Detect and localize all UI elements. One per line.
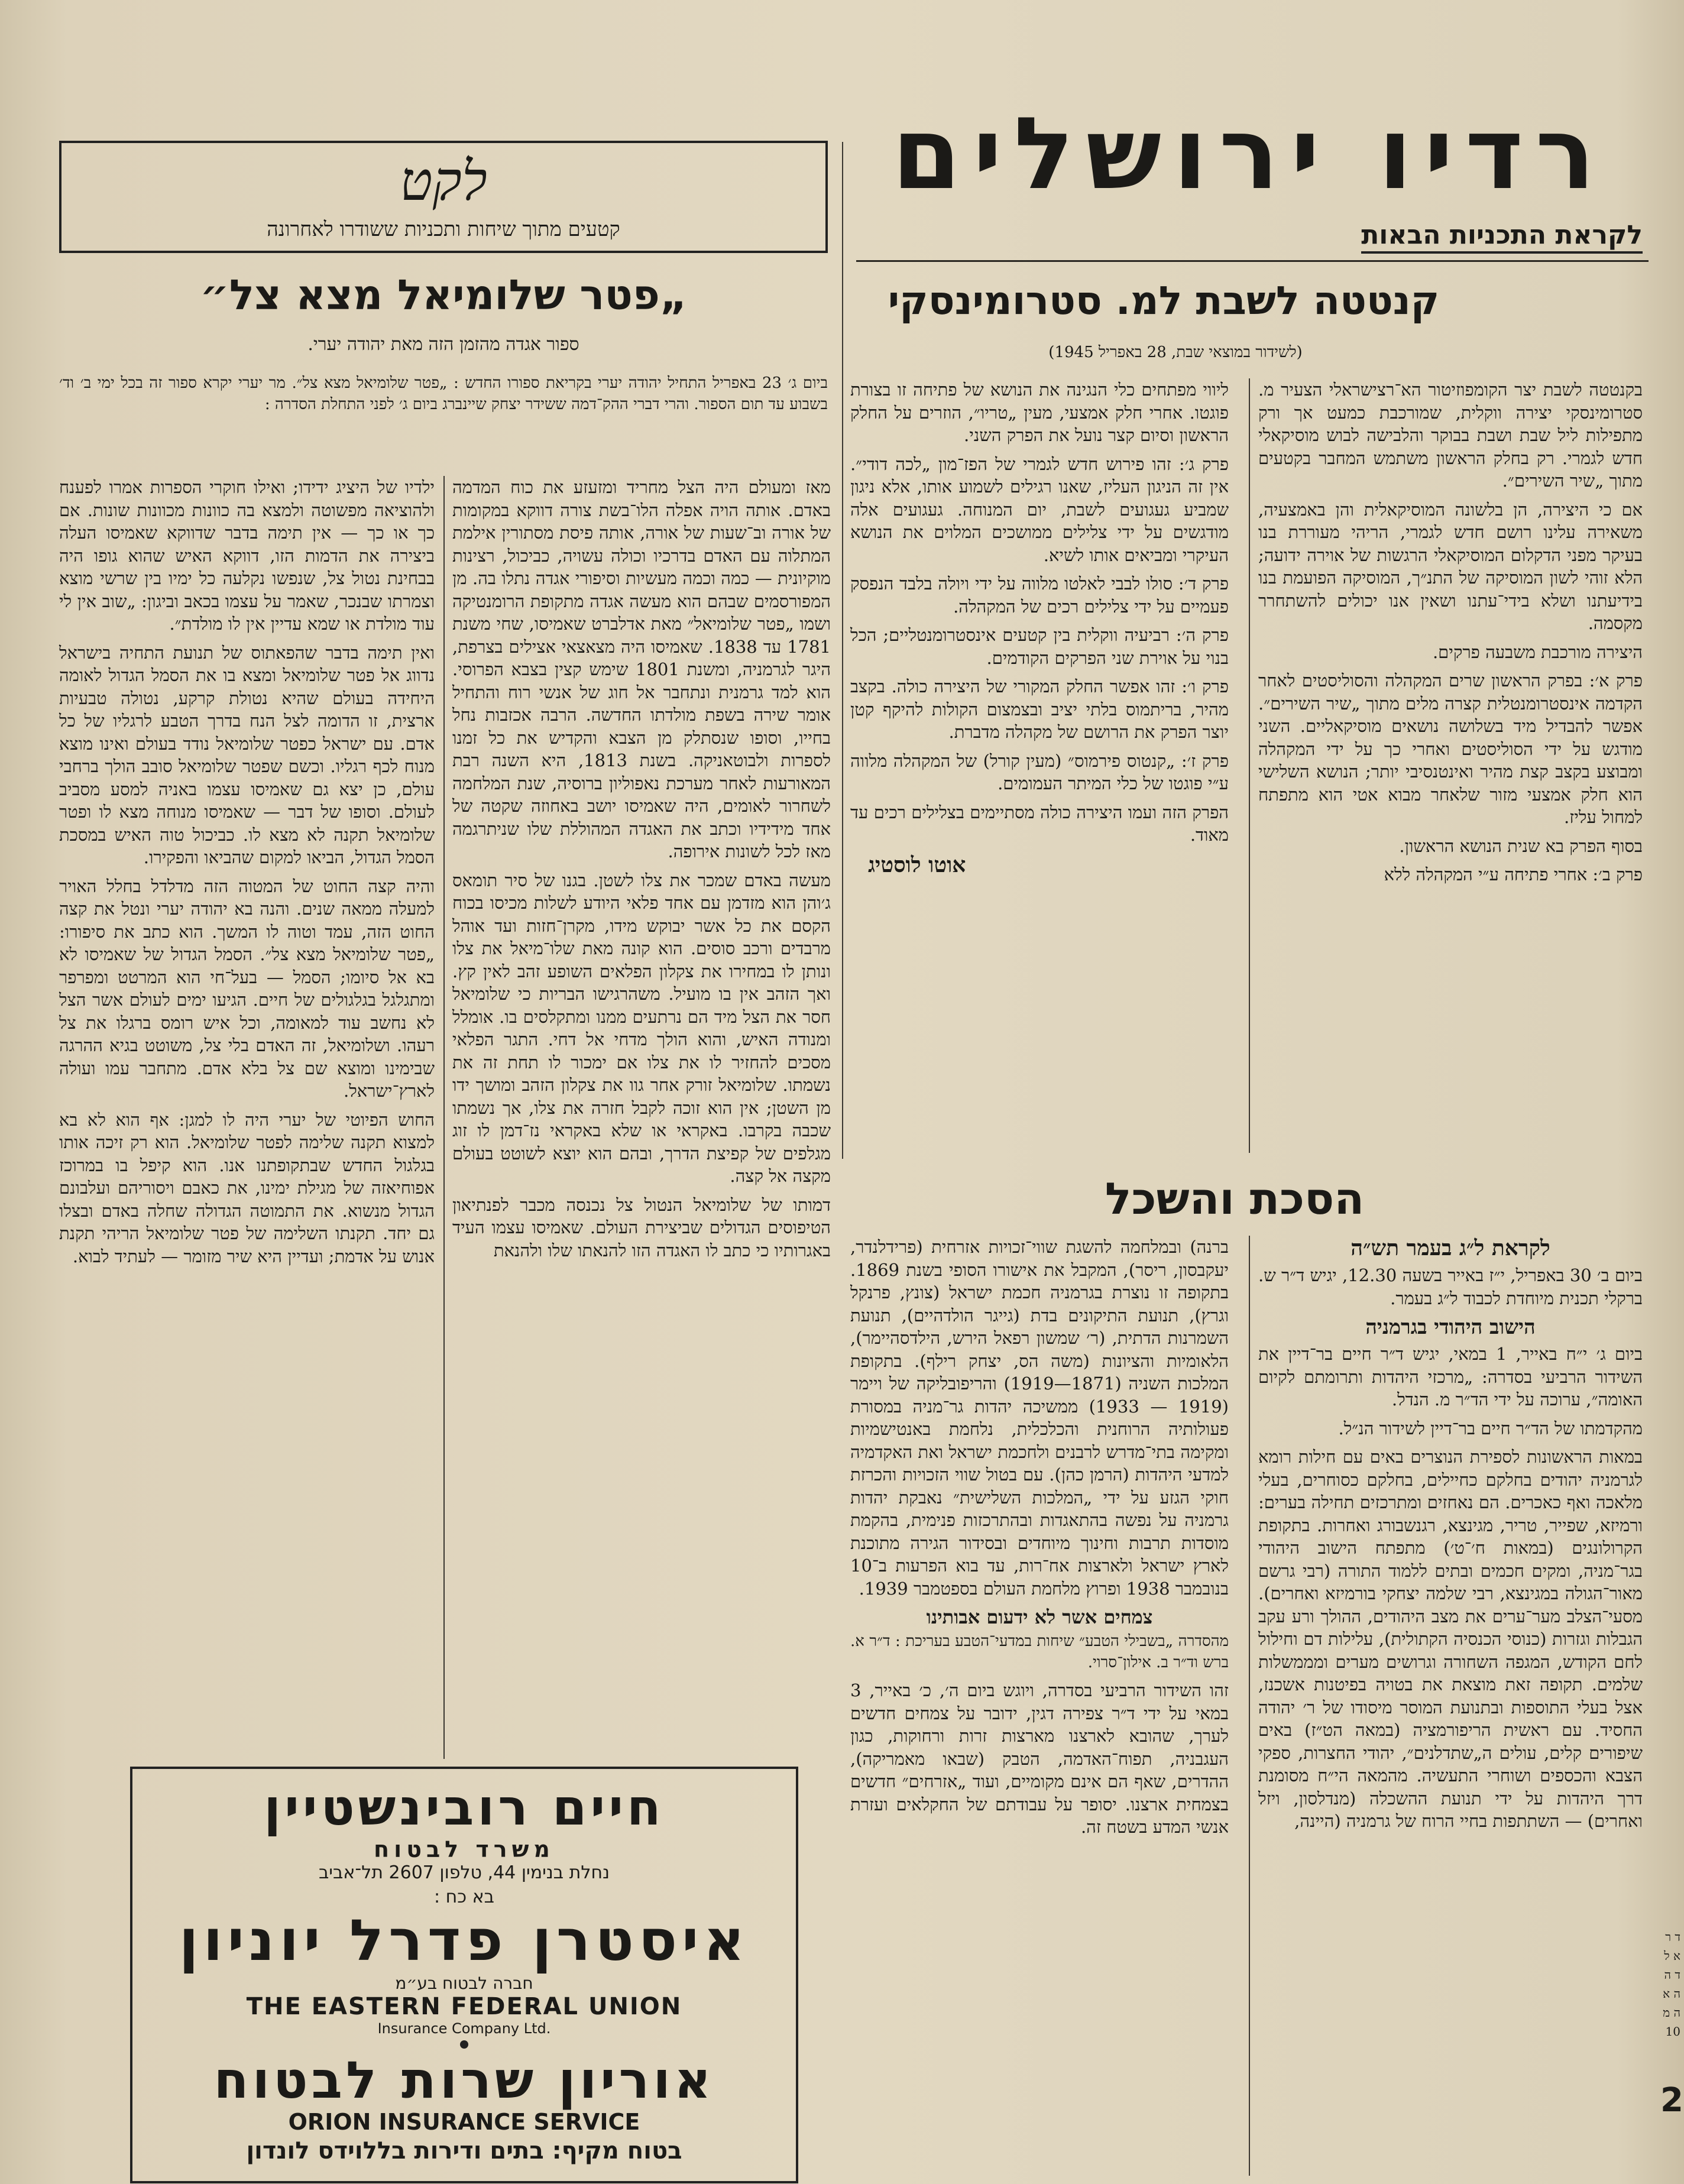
masthead-title: רדיו ירושלים (892, 96, 1607, 212)
cantata-col-right (1258, 378, 1643, 892)
cantata-author: אוטו לוסטיג (868, 852, 966, 877)
column-rule (1249, 1236, 1250, 2176)
science-title: הסכת והשכל (1105, 1174, 1365, 1224)
ad-agent-for: בא כח : (433, 1887, 495, 1907)
peter-col-left (59, 476, 435, 1274)
column-rule (1249, 378, 1250, 1153)
paragraph: החוש הפיוטי של יערי היה לו למגן: אף הוא לא בא למצוא תקנה שלימה לפטר שלומיאל. הוא רק זיכה אותו בגלגול החדש שבתקופתנו אנו. הוא קיפל בו במרוכז אפוחיאזה של מגילת ימינו, את כאבם ויסוריהם ועלבונם הגדול מנשוא. את התמוטה הגדולה שחלה באדם ובצלו גם יחד. תקנתו השלימה של פטר שלומיאל הריהי תקנת אנוש על אדמת; ועדיין היא שיר מזומר — לעתיד לבוא. (59, 1109, 435, 1266)
peter-subtitle: ספור אגדה מהזמן הזה מאת יהודה יערי. (307, 334, 579, 355)
paragraph: מעשה באדם שמכר את צלו לשטן. בגנו של סיר תומאס ג׳והן הוא מזדמן עם אחד פלאי היודע לשלות מכיסו בכוח הקסם את כל אשר יבוקש מידו, מקרן־חזות ועד אוהל מרבדים ורכב סוסים. הוא קונה מאת שלו־מיאל את צלו ונותן לו במחירו את צקלון הפלאים השופע זהב לאין קץ. ואך הזהב אין בו מועיל. משהרגישו הבריות כי שלומיאל חסר את הצל מיד הם נרתעים ממנו ומתקלסים בו. אומלל ומנודה האיש, והוא הולך מדחי אל דחי. התגר הפלאי מסכים להחזיר לו את צלו אם ימכור לו תחת זה את נשמתו. שלומיאל זורק אחר גוו את צקלון הזהב ומושך ידו מן השטן; אין הוא זוכה לקבל חזרה את צלו, אך נשמתו שכבה בקרבו. באקראי או שלא באקראי נז־דמן לו זוג מגלפים של קפיצת הדרך, ובהם הוא יוצא לשוטט בעולם מקצה אל קצה. (452, 870, 831, 1186)
paragraph: פרק ג׳: זהו פירוש חדש לגמרי של הפז־מון „לכה דודי״. אין זה הניגון העליז, שאנו רגילים לשמוע אותו, אלא ניגון שמביע געגועים לשבת, יום המנוחה. געגועים אלה מודגשים על ידי צלילים ממושכים המלוים את הנושא העיקרי ומביאים אותו לשיא. (850, 453, 1229, 565)
paragraph: פרק ד׳: סולו לבבי לאלטו מלווה על ידי ויולה בלבד הנפסק פעמיים על ידי צלילים רכים של המקהלה. (850, 573, 1229, 617)
paragraph: אם כי היצירה, הן בלשונה המוסיקאלית והן באמצעיה, משאירה עלינו רושם חדש לגמרי, הריהי מעוררת בנו בעיקר מפני הדקלום המוסיקאלי הרגשות של אוירה ידועה; הלא זוהי לשון המוסיקה של התנ״ך, המוסיקה הפועמת בנו בידיעתנו ושלא בידי־עתנו ושאין אנו יכולים להשתחרר מקסמה. (1258, 499, 1643, 633)
plants-subheading: מהסדרה „בשבילי הטבע״ שיחות במדעי־הטבע בעריכת : ד״ר א. ברש וד״ר ב. אילון־סרוי. (850, 1632, 1229, 1671)
ad-company-sub-he: חברה לבטוח בע״מ (395, 1974, 533, 1993)
cantata-dateline: (לשידור במוצאי שבת, 28 באפריל 1945) (1048, 344, 1303, 361)
plants-heading: צמחים אשר לא ידעום אבותינו (926, 1606, 1153, 1628)
paragraph: היצירה מורכבת משבעה פרקים. (1432, 641, 1643, 662)
leket-box (59, 141, 828, 253)
ad-company-en: THE EASTERN FEDERAL UNION (246, 1993, 682, 2020)
ad-orion-he: אוריון שרות לבטוח (213, 2051, 715, 2110)
paragraph: ואין תימה בדבר שהפאתוס של תנועת התחיה בישראל נדווג אל פטר שלומיאל ומצא בו את הסמל הגדול לאומה היחידה בעולם שהיא נטולת קרקע, נטולה טבעיות ארצית, זו הדומה לצל הנח בדרך הטבע לרגליו של כל אדם. עם ישראל כפטר שלומיאל נודד בעולם ואינו מוצא מנוח לכף רגליו. וכשם שפטר שלומיאל סובב הולך ברחבי עולם, כן יצא גם שאמיסו עצמו באניה למסע מסביב לעולם. וסופו של דבר — שאמיסו מנוחה מצא לו ופטר שלומיאל תקנה לא מצא לו. כביכול טוה האיש במסכת הסמל הגדול, הביאו למקום שהביאו והפקירו. (59, 642, 435, 867)
paragraph: פרק ז׳: „קנטוס פירמוס״ (מעין קורל) של המקהלה מלווה ע״י פוגטו של כלי המיתר העמומים. (850, 750, 1229, 793)
column-rule (443, 476, 445, 1759)
paragraph: ברנה) ובמלחמה להשגת שווי־זכויות אזרחית (פרידלנדר, יעקבסון, ריסר), המקבל את אישורו הסופי בשנת 1869. בתקופה זו נוצרת בגרמניה חכמת ישראל (צונץ, פרנקל וגרץ), תנועת התיקונים בדת (גייגר הולדהיים), תנועת השמרנות הדתית, (ר׳ שמשון רפאל הירש, הילדסהיימר), הלאומיות והציונות (משה הס, יצחק רילף). בתקופת המלכות השניה (1871—1919) והריפובליקה של ויימר (1919 — 1933) ממשיכה יהדות גר־מניה במסורת פעולותיה הרוחנית והכלכלית, נלחמת באנטישמיות ומקימה בתי־מדרש לרבנים ולחכמת ישראל ואת האקדמיה למדעי היהדות (הרמן כהן). עם בטול שווי הזכויות והכרזת חוקי הגזע על ידי „המלכות השלישית״ נאבקת יהדות גרמניה על נפשה בהתאגדות ובהתרכזות פנימית, בהקמת מוסדות תרבות וחינוך מיוחדים ובסידור הגירה מתוכנת לארץ ישראל ולארצות אח־רות, עד בוא הפרעות ב־10 בנובמבר 1938 ופרוץ מלחמת העולם בספטמבר 1939. (850, 1237, 1229, 1599)
peter-intro: ביום ג׳ 23 באפריל התחיל יהודה יערי בקריאת ספורו החדש : „פטר שלומיאל מצא צל״. מר יערי יקרא ספור זה בכל ימי ב׳ וד׳ בשבוע עד תום הספור. והרי דברי ההק־דמה ששידר יצחק שיינברג ביום ג׳ לפני התחלת הסדרה : (59, 374, 828, 413)
bullet-dot (460, 2040, 468, 2049)
paragraph: במאות הראשונות לספירת הנוצרים באים עם חילות רומא לגרמניה יהודים בחלקם כחיילים, בחלקם כסוחרים, בעלי מלאכה ואף כאכרים. הם נאחזים ומתרכזים תחילה בערים: ורמיזא, שפייר, טריר, מגינצא, רגנשבורג ואחרות. בתקופת הקרולונגים (במאות ח׳־ט׳) מתפתח הישוב היהודי בגר־מניה, ומקים חכמים ובתים ללמוד התורה (רבי גרשם מאור־הגולה במגינצא, רבי שלמה יצחקי בורמיזא ואחרים). מסעי־הצלב מער־ערים את מצב היהודים, ההולך ורע עקב הגבלות וגזרות (כנוסי הכנסיה הקתולית), עלילות דם וחילול לחם הקודש, המגפה השחורה וגרושים מערים ומממשלות שלמים. תקופה זאת מוצאת את בטויה בפיטנות אשכנז, אצל בעלי התוספות ובתנועת המוסר מיסודו של ר׳ יהודה החסיד. עם ראשית הריפורמציה (במאה הט״ז) באים שיפורים קלים, עולים ה„שתדלנים״, יהודי החצרות, ספקי הצבא והכספים ושוחרי התעשיה. מהמאה הי״ח מסומנת דרך היהדות על ידי תנועת ההשכלה (מנדלסון, ויזל ואחרים) — השתתפות בחיי הרוח של גרמניה (היינה, (1258, 1447, 1643, 1831)
masthead-subtitle: לקראת התכניות הבאות (1361, 220, 1643, 254)
paragraph: פרק ב׳: אחרי פתיחה ע״י המקהלה ללא (1384, 864, 1643, 884)
ad-orion-en: ORION INSURANCE SERVICE (288, 2109, 640, 2135)
peter-col-right (452, 476, 831, 1268)
paragraph: ביום ג׳ י״ח באייר, 1 במאי, יגיש ד״ר חיים בר־דיין את השידור הרביעי בסדרה: „מרכזי היהדות ותרומתם לקיום האומה״, ערוכה על ידי הד״ר מ. הנדל. (1258, 1344, 1643, 1409)
paragraph: ביום ב׳ 30 באפריל, י״ז באייר בשעה 12.30, יגיש ד״ר ש. ברקלי תכנית מיוחדת לכבוד ל״ג בעמר. (1258, 1265, 1643, 1308)
peter-title: „פטר שלומיאל מצא צל״ (200, 271, 687, 319)
margin-letters: ד ר א ל ד ה ה א ה מ 10 (1663, 1930, 1680, 2039)
paragraph: זהו השידור הרביעי בסדרה, ויוגש ביום ה׳, כ׳ באייר, 3 במאי על ידי ד״ר צפירה דגין, ידובר על צמחים חדשים לערך, שהובא לארצנו מארצות זרות ורחוקות, כגון העגבניה, תפוח־האדמה, הטבק (שבאו מאמריקה), ההדרים, שאף הם אינם מקומיים, ועוד „אזרחים״ חדשים בצמחית ארצנו. יסופר על עבודתם של החקלאים ועזרת אנשי המדע בשטח זה. (850, 1680, 1229, 1837)
paragraph: פרק ה׳: רביעיה ווקלית בין קטעים אינסטרומנטליים; הכל בנוי על אוירת שני הפרקים הקודמים. (850, 625, 1229, 668)
ad-company-en-sub: Insurance Company Ltd. (377, 2020, 551, 2037)
masthead-rule (856, 260, 1649, 262)
paragraph: פרק א׳: בפרק הראשון שרים המקהלה והסוליסטים לאחר הקדמה אינסטרומנטלית קצרה מלים מתוך „שיר השירים״. אפשר להבדיל מיד בשלושה נושאים מוסיקאליים. השני מודגש על ידי הסוליסטים ואחרי כך על ידי המקהלה ומבוצע בקצב קצת מהיר ואינטנסיבי יותר; הנושא השלישי הוא חלק אמצעי מזור שלאחר מבוא אטי הוא מתפתח למחול עליז. (1258, 670, 1643, 827)
science-col-right (1258, 1236, 1643, 1839)
paragraph: ילדיו של היציג ידידו; ואילו חוקרי הספרות אמרו לפענח ולהוציאה מפשוטה ולמצא בה כוונות מכוונות שונות. אם כך או כך — אין תימה בדבר שדווקא שאמיסו העלה ביצירה את הדמות הזו, דווקא האיש שהוא גופו היה בבחינת נטול צל, שנפשו נקלעה כל ימיו בין שרשי מוצא וצמרתו שבנכר, שאמר על עצמו בכאב וביגון: „שוב אין לי עוד מולדת או שמא עדיין אין לו מולדת״. (59, 477, 435, 634)
science-col-left (850, 1236, 1229, 1845)
page-number: 2 (1660, 2081, 1683, 2120)
cantata-col-left (850, 378, 1229, 877)
germany-heading: הישוב היהודי בגרמניה (1365, 1315, 1536, 1339)
paragraph: בסוף הפרק בא שנית הנושא הראשון. (1399, 835, 1643, 856)
paragraph: דמותו של שלומיאל הנטול צל נכנסה מכבר לפנתיאון הטיפוסים הגדולים שביצירת העולם. שאמיסו עצמו העיד באגרותיו כי כתב לו האגדה הזו להנאתו שלו ולהנאת (452, 1194, 831, 1261)
ad-address: נחלת בנימין 44, טלפון 2607 תל־אביב (318, 1862, 610, 1883)
paragraph: מהקדמתו של הד״ר חיים בר־דיין לשידור הנ״ל. (1338, 1418, 1643, 1438)
leket-title: לקט (400, 150, 487, 213)
lag-heading: לקראת ל״ג בעמר תש״ה (1351, 1236, 1550, 1261)
paragraph: בקנטטה לשבת יצר הקומפוזיטור הא־רצישראלי הצעיר מ. סטרומינסקי יצירה ווקלית, שמורכבת כמעט אך ורק מתפילות ליל שבת ושבת בבוקר והלבישה לבוש מוסיקאלי חדש לגמרי. רק בחלק הראשון משתמש המחבר בקטעים מתוך „שיר השירים״. (1258, 380, 1643, 491)
paragraph: ליווי מפתחים כלי הנגינה את הנושא של פתיחה זו בצורת פוגטו. אחרי חלק אמצעי, מעין „טריו״, הוזרים על החלק הראשון וסיום קצר נועל את הפרק השני. (850, 380, 1229, 445)
paragraph: פרק ו׳: זהו אפשר החלק המקורי של היצירה כולה. בקצב מהיר, בריתמוס בלתי יציב ובצמצום הקולות להיקף קטן יוצר הפרק את הרושם של מקהלה מדברת. (850, 676, 1229, 742)
paragraph: הפרק הזה ועמו היצירה כולה מסתיימים בצלילים רכים עד מאוד. (850, 802, 1229, 845)
ad-office: משרד לבטוח (374, 1836, 555, 1862)
paragraph: מאז ומעולם היה הצל מחריד ומזעזע את כוח המדמה באדם. אותה הויה אפלה הלו־בשת צורה דווקא במקומות של אורה וב־שעות של אורה, אותה פיסת מסתורין אילמת המתלוה עם האדם בדרכיו וכולה עשויה, כביכול, רצינות מוקיונית — כמה וכמה מעשיות וסיפורי אגדה נתלו בה. מן המפורסמים שבהם הוא מעשה אגדה מתקופת הרומנטיקה ושמו „פטר שלומיאל״ מאת אדלברט שאמיסו, שחי משנת 1781 עד 1838. שאמיסו היה מצאצאי אצילים בצרפת, היגר לגרמניה, ומשנת 1801 שימש קצין בצבא הפרוסי. הוא למד גרמנית ונתחבר אל חוג של אנשי רוח והתחיל אומר שירה בשפת מולדתו החדשה. הרבה אכזבות נחל בחייו, וסופו שנסתלק מן הצבא והקדיש את כל זמנו לספרות ולבוטאניקה. בשנת 1813, היא השנה רבת המאורעות לאחר מערכת נאפוליון ברוסיה, שנת המלחמה לשחרור לאומים, היה שאמיסו יושב באחוזה שקטה של אחד מידידיו וכתב את האגדה המהוללת שלו שניתרגמה מאז לכל לשונות אירופה. (452, 477, 831, 861)
paragraph: והיה קצה החוט של המטוה הזה מדלדל בחלל האויר למעלה ממאה שנים. והנה בא יהודה יערי ונטל את קצה החוט הזה, עמד וטוה לו המשך. הוא כתב את סיפורו: „פטר שלומיאל מצא צל״. הסמל הגדול של שאמיסו לא בא אל סיומו; הסמל — בעל־חי הוא המרטט ומפרפר ומתגלגל בגלגולים של חיים. הגיעו ימים לעולם אשר הצל לא נחשב עוד למאומה, וכל איש רומס ברגלו את צל רעהו. ושלומיאל, זה האדם בלי צל, משוטט בגיא ההרגה שבימינו ומוצא שם צל בלא אדם. מתחבר עמו ועולה לארץ־ישראל. (59, 876, 435, 1101)
cantata-title: קנטטה לשבת למ. סטרומינסקי (888, 278, 1440, 323)
ad-name: חיים רובינשטיין (264, 1778, 665, 1836)
ad-company-he: איסטרן פדרל יוניון (179, 1907, 750, 1974)
leket-subtitle: קטעים מתוך שיחות ותכניות ששודרו לאחרונה (267, 218, 620, 241)
ad-footer: בטוח מקיף: בתים ודירות בללוידס לונדון (246, 2137, 682, 2164)
insurance-advertisement (130, 1767, 798, 2183)
